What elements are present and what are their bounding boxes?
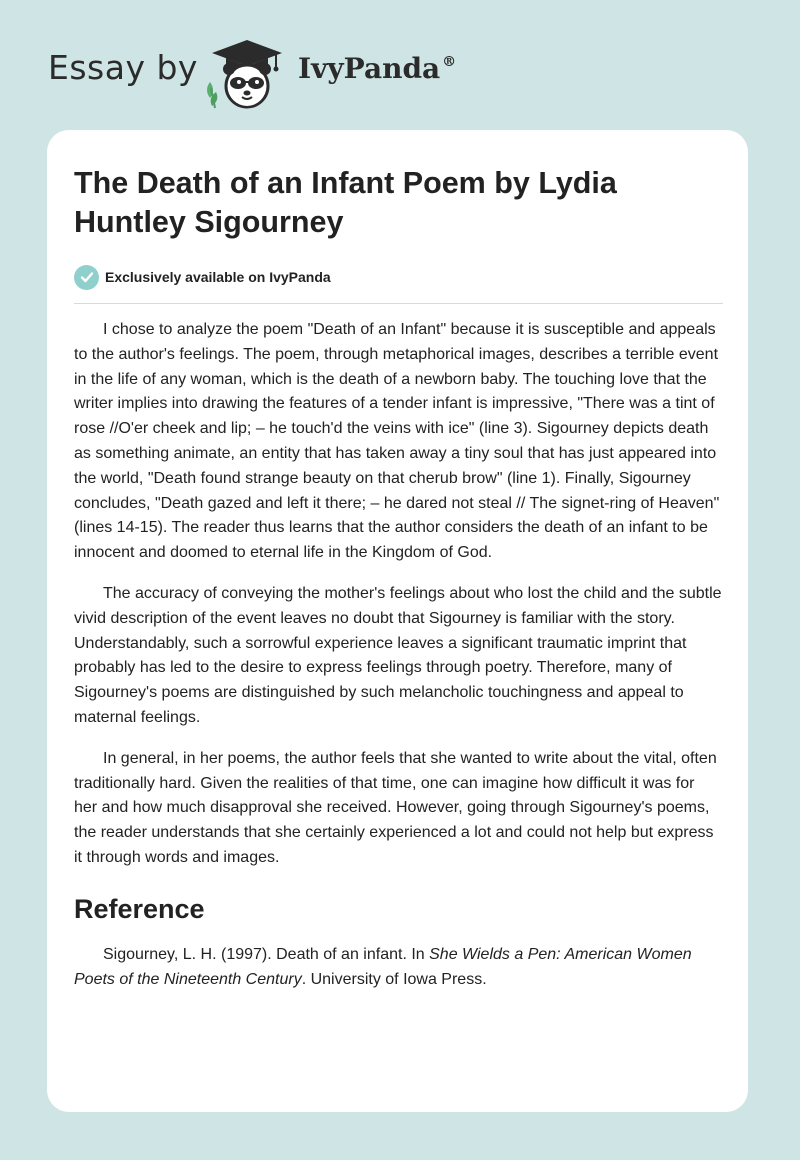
registered-mark: ® [442, 54, 457, 70]
ivypanda-wordmark[interactable]: IvyPanda ® [298, 52, 457, 85]
reference-book-title: She Wields a Pen: American Women Poets of the Nineteenth Century [74, 945, 692, 988]
check-circle-icon [74, 265, 99, 290]
reference-entry [74, 943, 722, 993]
reference-heading: Reference [74, 893, 205, 924]
reference-text-after: . University of Iowa Press. [301, 970, 487, 988]
divider [74, 303, 723, 304]
paragraph: The accuracy of conveying the mother's feelings about who lost the child and the subtle vivid description of the event leaves no doubt that Sigourney is familiar with the story. Understandably, such a sorrowful experience leaves a significant traumatic imprint that probably has led to the desire to express feelings through poetry. Therefore, many of Sigourney's poems are distinguished by such melancholic touchingness and appeal to maternal feelings. [74, 584, 722, 726]
exclusive-badge-label: Exclusively available on IvyPanda [105, 269, 331, 285]
paragraph: I chose to analyze the poem "Death of an Infant" because it is susceptible and appeals to the author's feelings. The poem, through metaphorical images, describes a terrible event in the life of any woman, which is the death of a newborn baby. The touching love that the writer implies into drawing the features of a tender infant is impressive, "There was a tint of rose //O'er cheek and lip; – he touch'd the veins with ice" (line 3). Sigourney depicts death as something animate, an entity that has taken away a tiny soul that has just appeared into the world, "Death found strange beauty on that cherub brow" (line 1). Finally, Sigourney concludes, "Death gazed and left it there; – he dared not steal // The signet-ring of Heaven" (lines 14-15). The reader thus learns that the author considers the death of an infant to be innocent and doomed to eternal life in the Kingdom of God. [74, 321, 720, 562]
exclusive-badge [74, 263, 331, 291]
reference-text-before: Sigourney, L. H. (1997). Death of an infant. In [103, 945, 430, 963]
essay-body [74, 318, 722, 1008]
essay-title: The Death of an Infant Poem by Lydia Huntley Sigourney [74, 166, 617, 239]
essay-by-label: Essay by [48, 48, 198, 87]
essay-card [47, 130, 748, 1112]
paragraph: In general, in her poems, the author feels that she wanted to write about the vital, often traditionally hard. Given the realities of that time, one can imagine how difficult it was for her and how much disapproval she received. However, going through Sigourney's poems, the reader understands that she certainly experienced a lot and could not help but express it through words and images. [74, 749, 717, 866]
brand-header [48, 36, 468, 106]
panda-logo-icon[interactable] [202, 36, 292, 110]
